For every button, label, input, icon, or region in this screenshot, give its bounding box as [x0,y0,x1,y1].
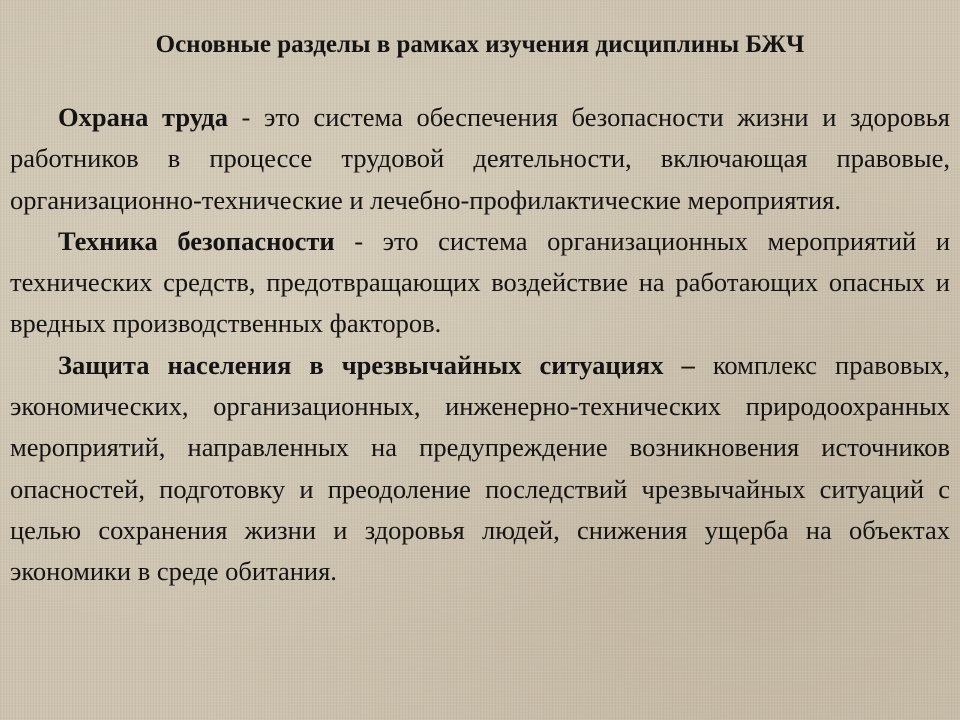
slide-body [10,97,950,593]
paragraph-civil-protection [10,345,950,593]
term-safety-engineering: Техника безопасности [58,225,335,256]
term-civil-protection: Защита населения в чрезвычайных ситуациях – [58,349,695,380]
term-labor-protection: Охрана труда [58,102,228,132]
paragraph-safety-engineering [10,221,950,345]
definition-labor-protection: - это система обеспечения безопасности жизни и здоровья работников в процессе трудовой деятельности, включающая правовые, организационно-технические и лечебно-профилактические мероприятия. [10,102,950,215]
definition-safety-engineering: - это система организационных мероприятий и технических средств, предотвращающих воздействие на работающих опасных и вредных производственных факторов. [10,225,950,339]
paragraph-labor-protection [10,97,950,221]
definition-civil-protection: комплекс правовых, экономических, организационных, инженерно-технических природоохранных мероприятий, направленных на предупреждение возникновения источников опасностей, подготовку и преодоление последствий чрезвычайных ситуаций с целью сохранения жизни и здоровья людей, снижения ущерба на объектах экономики в среде обитания. [10,349,951,587]
slide-title: Основные разделы в рамках изучения дисциплины БЖЧ [155,31,805,58]
